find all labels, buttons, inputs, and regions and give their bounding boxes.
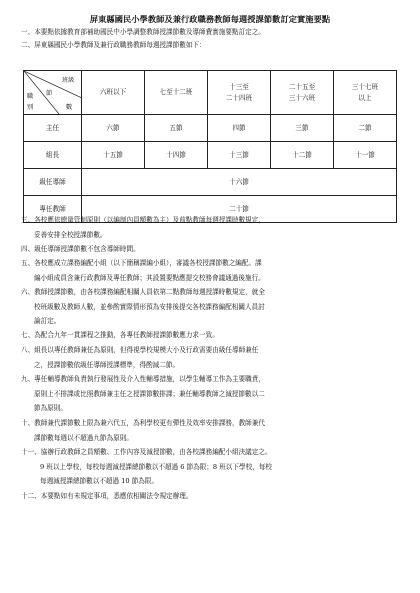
item-12	[21, 489, 192, 504]
diag-label-section: 節	[46, 90, 53, 97]
item-9-line-2: 原則上不排課或比照教師兼主任之授課節數排課；兼任輔導教師之減授節數以二	[34, 389, 265, 398]
value-cell: 十三節	[208, 142, 271, 169]
item-3-line-1: 各校應依總量管制原則（以編制內員額數為主）及前點教師每週授課時數規定，	[34, 216, 265, 224]
item-9-line-1: 專任輔導教師負責執行發展性及介入性輔導措施，以學生輔導工作為主要職責，	[34, 375, 265, 383]
header-line: 十三至	[229, 82, 249, 91]
item-8-number: 八、	[21, 346, 35, 354]
item-1-number: 一、	[21, 28, 35, 36]
header-line: 二十四班	[225, 93, 253, 102]
table-header-row	[24, 71, 397, 115]
item-8-line-2: 之，授課節數依級任導師授課標準，得酌減二節。	[34, 360, 180, 369]
item-11-number: 十一、	[21, 448, 41, 456]
item-6-line-2: 校班級數及教師人數，並參酌實際情形預為安排後提交各校課務編配相關人員討	[34, 302, 265, 311]
header-line: 三十七班	[351, 82, 379, 91]
header-line: 三十六班	[288, 93, 316, 102]
item-9-line-3: 節為原則。	[34, 404, 67, 413]
value-cell: 十五節	[82, 142, 145, 169]
item-11-line-3: 每週減授課總節數以不超過 10 節為限。	[40, 477, 159, 486]
role-cell: 級任導師	[24, 169, 82, 196]
item-5-line-2: 編小組成員含兼行政教師及專任教師；其設置要點應提交校務會議通過後施行。	[34, 273, 265, 282]
table-row-section-chief	[24, 142, 397, 169]
role-cell: 主任	[24, 115, 82, 142]
item-12-line-1: 本要點如有未規定事項，悉應依相關法令規定辦理。	[40, 492, 193, 500]
item-5-line-1: 各校應成立課務編配小組（以下簡稱課編小組），審議各校授課節數之編配。課	[34, 259, 262, 267]
header-37-plus	[334, 71, 397, 115]
item-4	[21, 242, 140, 257]
role-cell: 專任教師	[24, 196, 82, 223]
item-12-number: 十二、	[21, 492, 41, 500]
item-10-number: 十、	[21, 419, 35, 427]
header-line: 以上	[358, 93, 372, 102]
header-line: 二十五至	[288, 82, 316, 91]
item-3	[21, 213, 265, 242]
table-row-homeroom-teacher	[24, 169, 397, 196]
role-cell: 組長	[24, 142, 82, 169]
item-7	[21, 328, 219, 343]
diag-label-class: 班級	[62, 77, 75, 84]
item-9-number: 九、	[21, 375, 35, 383]
header-7-to-12	[145, 71, 208, 115]
item-10-line-2: 課節數每週以不超過九節為原則。	[34, 433, 133, 442]
diag-label-role-top: 職	[27, 93, 34, 100]
diag-label-count: 數	[66, 104, 73, 111]
item-11-line-2: 9 班以上學校，每校每週減授課總節數以不超過 6 節為限；8 班以下學校，每校	[40, 462, 272, 471]
header-line: 七至十二班	[159, 88, 193, 96]
value-cell: 十二節	[271, 142, 334, 169]
item-7-number: 七、	[21, 331, 35, 339]
teaching-hours-table	[23, 70, 397, 223]
header-25-to-36	[271, 71, 334, 115]
item-6-line-3: 論訂定。	[34, 317, 61, 326]
item-1-line-1: 本要點依據教育部補助國民中小學調整教師授課節數及導師費實施要點訂定之。	[34, 28, 265, 36]
table-row-director	[24, 115, 397, 142]
value-cell: 四節	[208, 115, 271, 142]
value-cell: 五節	[145, 115, 208, 142]
header-6-or-fewer	[82, 71, 145, 115]
item-6-line-1: 教師授課節數，由各校課務編配相關人員依第二點教師每週授課時數規定，就全	[34, 288, 265, 296]
value-cell: 十四節	[145, 142, 208, 169]
item-4-line-1: 級任導師授課節數不包含導師時間。	[34, 245, 140, 253]
item-9	[21, 372, 265, 416]
item-2-line-1: 屏東縣國民小學教師及兼行政職務教師每週授課節數如下：	[34, 41, 206, 49]
value-cell: 二節	[334, 115, 397, 142]
item-11	[21, 445, 272, 489]
item-6	[21, 285, 265, 329]
item-2	[21, 38, 206, 53]
item-7-line-1: 為配合九年一貫課程之推動，各專任教師授課節數應力求一致。	[34, 331, 219, 339]
item-10-line-1: 教師兼代課節數上限為兼六代五，為利學校更有彈性及效率安排課務，教師兼代	[34, 419, 265, 427]
item-11-line-1: 協辦行政教師之員額數、工作內容及減授節數，由各校課務編配小組決議定之。	[40, 448, 272, 456]
item-3-line-2: 妥善安排全校授課節數。	[34, 230, 107, 239]
diagonal-header-cell	[24, 71, 82, 115]
merged-value-cell: 二十節	[82, 196, 397, 223]
item-8-line-1: 組長以專任教師兼任為原則，但得視學校規模大小及行政需要由級任導師兼任	[34, 346, 259, 354]
merged-value-cell: 十六節	[82, 169, 397, 196]
value-cell: 三節	[271, 115, 334, 142]
item-2-number: 二、	[21, 41, 35, 49]
item-6-number: 六、	[21, 288, 35, 296]
value-cell: 十一節	[334, 142, 397, 169]
document-title: 屏東縣國民小學教師及兼行政職務教師每週授課節數訂定實施要點	[89, 14, 331, 24]
header-line: 六班以下	[99, 88, 127, 96]
item-4-number: 四、	[21, 245, 35, 253]
value-cell: 六節	[82, 115, 145, 142]
item-10	[21, 416, 265, 445]
item-5	[21, 256, 265, 285]
header-13-to-24	[208, 71, 271, 115]
item-8	[21, 343, 258, 372]
item-3-number: 三、	[21, 216, 35, 224]
item-5-number: 五、	[21, 259, 35, 267]
diag-label-role-bottom: 別	[27, 104, 34, 111]
